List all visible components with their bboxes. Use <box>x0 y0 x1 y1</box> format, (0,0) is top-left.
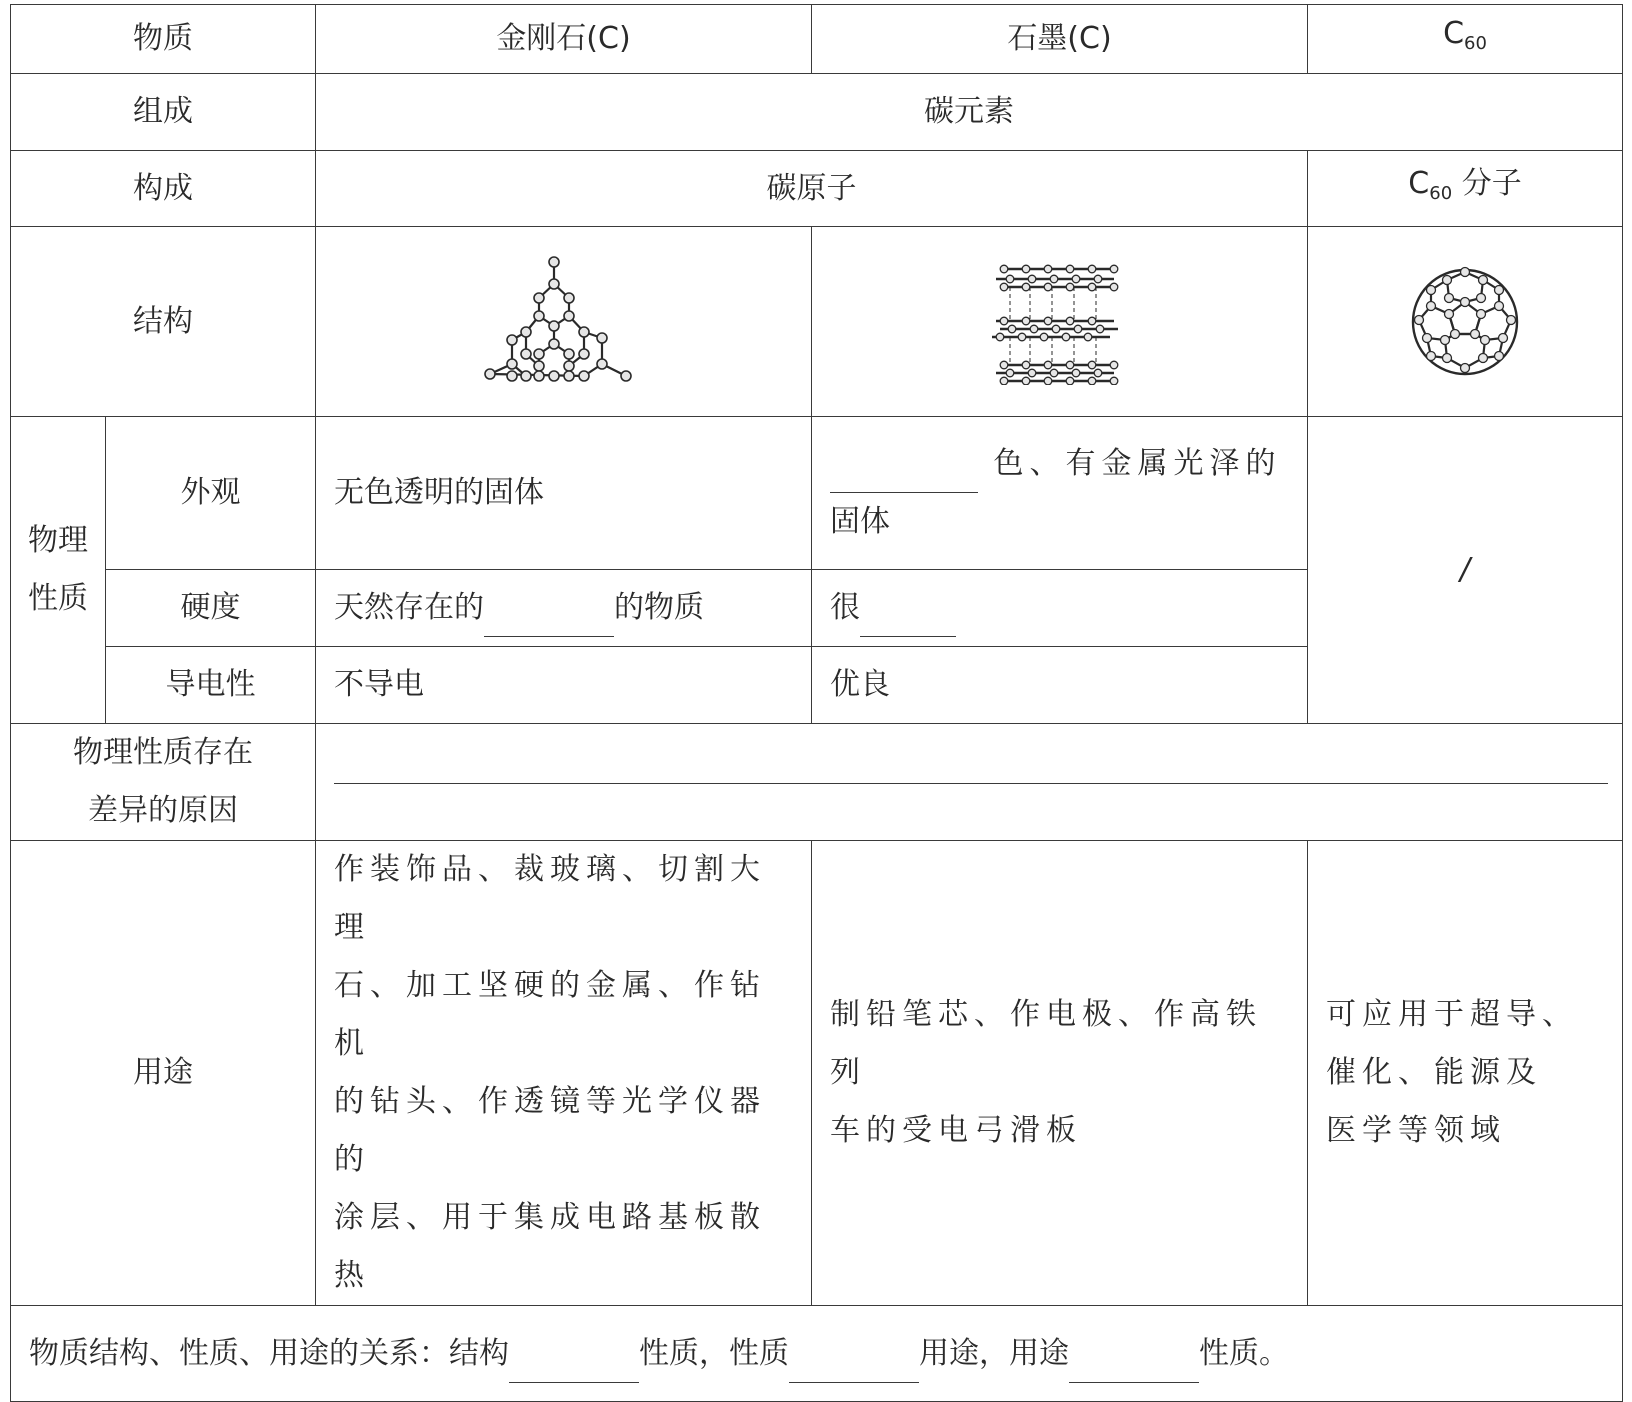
diamond-appearance: 无色透明的固体 <box>316 417 812 570</box>
header-c60 <box>1308 5 1623 74</box>
c60-subscript: 60 <box>1464 33 1487 54</box>
graphite-appearance <box>812 417 1308 570</box>
c60-uses-line: 催化、能源及 <box>1326 1055 1542 1090</box>
diamond-hardness <box>316 570 812 647</box>
diamond-uses-line: 作装饰品、裁玻璃、切割大理 <box>334 852 766 945</box>
graphite-hardness <box>812 570 1308 647</box>
constitution-row <box>11 151 1623 227</box>
c60-uses <box>1308 841 1623 1306</box>
c60-physical-cell <box>1308 417 1623 724</box>
c60-physical-slash: / <box>1459 552 1471 587</box>
relation-blank-3 <box>1069 1342 1199 1383</box>
composition-label: 组成 <box>11 74 316 151</box>
header-graphite: 石墨(C) <box>812 5 1308 74</box>
diamond-hardness-blank <box>484 596 614 637</box>
graphite-structure-cell <box>812 227 1308 417</box>
relation-part2: 性质，性质 <box>639 1335 789 1371</box>
graphite-appearance-line2: 固体 <box>830 504 890 539</box>
graphite-uses-line: 制铅笔芯、作电极、作高铁列 <box>830 997 1262 1090</box>
constitution-c60-value <box>1308 151 1623 227</box>
relation-prefix: 物质结构、性质、用途的关系：结构 <box>29 1335 509 1371</box>
relation-sentence <box>11 1306 1623 1402</box>
graphite-uses-line: 车的受电弓滑板 <box>830 1113 1082 1148</box>
structure-label: 结构 <box>11 227 316 417</box>
relation-part4: 性质。 <box>1199 1335 1289 1371</box>
relation-blank-1 <box>509 1342 639 1383</box>
diamond-uses-line: 涂层、用于集成电路基板散热 <box>334 1200 766 1293</box>
graphite-structure-image <box>990 259 1130 385</box>
c60-molecule-text: 分子 <box>1461 165 1522 201</box>
conductivity-label: 导电性 <box>106 647 316 724</box>
c60-uses-line: 医学等领域 <box>1326 1113 1506 1148</box>
graphite-color-blank <box>830 452 978 493</box>
diamond-uses <box>316 841 812 1306</box>
carbon-comparison-table-wrapper <box>10 4 1623 1402</box>
reason-answer-blank <box>334 781 1608 784</box>
physical-label-line1: 物理 <box>28 523 88 558</box>
c60-structure-image <box>1403 260 1527 384</box>
c60-symbol: C <box>1443 16 1465 51</box>
carbon-comparison-table <box>10 4 1623 1402</box>
diamond-uses-line: 石、加工坚硬的金属、作钻机 <box>334 968 766 1061</box>
reason-label-line2: 差异的原因 <box>88 793 238 828</box>
diamond-structure-image <box>484 254 644 390</box>
c60-symbol: C <box>1408 165 1430 201</box>
reason-answer-cell <box>316 724 1623 841</box>
hardness-label: 硬度 <box>106 570 316 647</box>
relation-row <box>11 1306 1623 1402</box>
physical-label-line2: 性质 <box>28 581 88 616</box>
composition-row <box>11 74 1623 151</box>
appearance-label: 外观 <box>106 417 316 570</box>
header-row <box>11 5 1623 74</box>
graphite-hardness-blank <box>860 596 956 637</box>
reason-label <box>11 724 316 841</box>
graphite-hardness-prefix: 很 <box>830 590 860 625</box>
diamond-conductivity: 不导电 <box>316 647 812 724</box>
physical-properties-label <box>11 417 106 724</box>
graphite-uses <box>812 841 1308 1306</box>
uses-label: 用途 <box>11 841 316 1306</box>
reason-label-line1: 物理性质存在 <box>73 735 253 770</box>
graphite-conductivity: 优良 <box>812 647 1308 724</box>
relation-blank-2 <box>789 1342 919 1383</box>
header-diamond: 金刚石(C) <box>316 5 812 74</box>
header-substance: 物质 <box>11 5 316 74</box>
constitution-shared-value: 碳原子 <box>316 151 1308 227</box>
constitution-label: 构成 <box>11 151 316 227</box>
c60-structure-cell <box>1308 227 1623 417</box>
appearance-row <box>11 417 1623 570</box>
c60-subscript: 60 <box>1429 182 1453 204</box>
structure-row <box>11 227 1623 417</box>
c60-uses-line: 可应用于超导、 <box>1326 997 1578 1032</box>
relation-part3: 用途，用途 <box>919 1335 1069 1371</box>
reason-row <box>11 724 1623 841</box>
uses-row <box>11 841 1623 1306</box>
diamond-uses-line: 的钻头、作透镜等光学仪器的 <box>334 1084 766 1177</box>
diamond-hardness-suffix: 的物质 <box>614 590 704 625</box>
diamond-hardness-prefix: 天然存在的 <box>334 590 484 625</box>
diamond-structure-cell <box>316 227 812 417</box>
graphite-appearance-text: 色、有金属光泽的 <box>993 446 1282 481</box>
composition-value: 碳元素 <box>316 74 1623 151</box>
